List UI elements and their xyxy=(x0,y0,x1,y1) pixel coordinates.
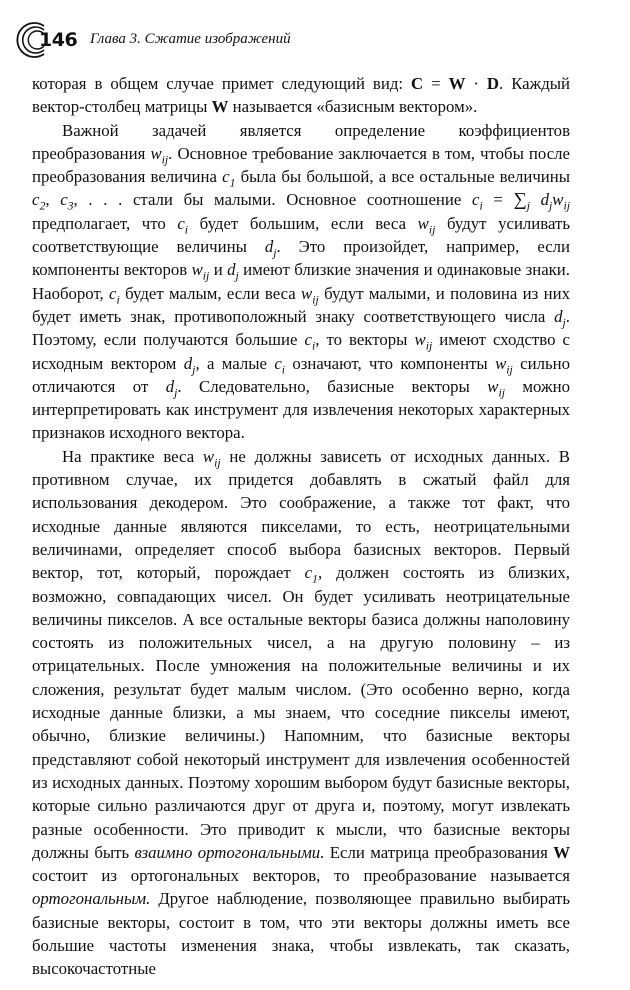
text-run: Важной задачей является определение коэффициентов преобразования xyxy=(32,120,570,163)
math-subscript: ij xyxy=(425,339,433,353)
math-bold-symbol: W xyxy=(553,842,570,862)
math-variable: d xyxy=(183,353,193,373)
math-variable: d xyxy=(540,190,550,210)
math-subscript: j xyxy=(273,246,277,260)
text-run: . Основное требование заключается в том, чтобы после преобразования величина xyxy=(32,143,570,187)
math-variable: c xyxy=(304,330,312,350)
math-variable: w xyxy=(191,260,203,280)
text-run: и xyxy=(209,260,228,280)
math-subscript: ij xyxy=(312,293,319,307)
text-run: , то векторы xyxy=(315,330,415,350)
text-run xyxy=(530,190,541,209)
math-subscript: j xyxy=(235,269,239,283)
paragraph-2 xyxy=(32,119,570,445)
math-variable: w xyxy=(414,330,426,350)
text-run: сильно отличаются от xyxy=(32,353,570,396)
text-run: предполагает, что xyxy=(32,213,178,233)
text-run: называется «базисным вектором». xyxy=(228,97,478,117)
math-variable: c xyxy=(60,190,68,210)
math-bold-symbol: C xyxy=(411,74,424,93)
math-subscript: j xyxy=(549,199,553,213)
paragraph-3 xyxy=(32,445,570,981)
text-run: . Следовательно, базисные векторы xyxy=(177,376,488,396)
text-run: можно интерпретировать как инструмент для извлечения некоторых характерных признаков исходного вектора. xyxy=(32,376,570,443)
text-run: будут усиливать соответствующие величины xyxy=(32,213,570,257)
text-run: , . . . стали бы малыми. Основное соотношение xyxy=(73,190,472,210)
math-subscript: j xyxy=(192,362,196,376)
math-subscript: ij xyxy=(161,153,169,167)
text-run: = xyxy=(482,190,514,210)
math-variable: d xyxy=(227,260,236,280)
text-run: не должны зависеть от исходных данных. В противном случае, их придется добавлять в сжатый файл для использования декодером. Это соображение, а также тот факт, что исходные данные являются пикселами, то есть, неотрицательными величинами, определяет способ выбора базисных векторов. Первый вектор, тот, который, порождает xyxy=(32,446,570,583)
math-variable: c xyxy=(32,190,40,210)
text-run: . Поэтому, если получаются большие xyxy=(32,306,570,350)
math-subscript: i xyxy=(184,223,189,237)
page-header xyxy=(14,20,574,60)
math-bold-symbol: W xyxy=(448,74,466,93)
text-run: На практике веса xyxy=(62,446,203,466)
math-bold-symbol: D xyxy=(486,74,500,93)
math-subscript: 1 xyxy=(312,572,318,586)
math-subscript: j xyxy=(562,316,566,330)
body-text xyxy=(32,72,570,981)
math-subscript: 3 xyxy=(67,199,74,213)
text-run: будет малым, если веса xyxy=(119,283,302,303)
math-variable: c xyxy=(472,190,480,210)
math-subscript: j xyxy=(174,386,178,400)
text-run: имеют сходство с исходным вектором xyxy=(32,330,570,373)
math-sum-symbol: ∑ xyxy=(513,189,527,210)
text-run: , должен состоять из близких, возможно, совпадающих чисел. Он будет усиливать неотрицательные величины пикселов. А все остальные векторы базиса должны наполовину состоять из положительных чисел, а на другую половину – из отрицательных. После умножения на положительные величины и их сложения, результат будет малым числом. (Это особенно верно, когда исходные данные близки, а мы знаем, что соседние пикселы имеют, обычно, близкие величины.) Напомним, что базисные векторы представляют собой некоторый инструмент для извлечения особенностей из исходных данных. Поэтому хорошим выбором будут базисные векторы, которые сильно различаются друг от друга и, поэтому, могут извлекать разные особенности. Это приводит к мысли, что базисные векторы должны быть xyxy=(32,563,570,862)
math-variable: w xyxy=(417,213,429,233)
text-run: была бы большой, а все остальные величины xyxy=(235,167,570,187)
math-subscript: 1 xyxy=(229,176,236,190)
text-run: означают, что компоненты xyxy=(285,353,496,373)
math-subscript: 2 xyxy=(39,199,46,213)
math-variable: w xyxy=(495,353,507,373)
math-subscript: ij xyxy=(563,199,571,213)
math-subscript: ij xyxy=(506,362,513,376)
math-variable: c xyxy=(109,283,117,303)
math-subscript: i xyxy=(116,293,120,307)
math-variable: w xyxy=(150,143,162,163)
paragraph-1 xyxy=(32,72,570,119)
text-run: состоит из ортогональных векторов, то преобразование называется xyxy=(32,866,570,886)
math-variable: w xyxy=(202,446,215,466)
math-variable: c xyxy=(304,563,313,583)
math-variable: d xyxy=(165,376,175,396)
math-variable: c xyxy=(222,167,230,187)
math-subscript: j xyxy=(526,199,530,213)
math-variable: w xyxy=(301,283,313,303)
math-subscript: ij xyxy=(214,456,221,470)
math-variable: c xyxy=(177,213,185,233)
math-variable: w xyxy=(552,190,564,210)
math-variable: d xyxy=(554,306,563,326)
text-run: Если матрица преобразования xyxy=(324,842,554,862)
emphasis-text: взаимно ортогональными. xyxy=(134,842,325,862)
math-variable: c xyxy=(274,353,282,373)
math-bold-symbol: W xyxy=(211,97,229,117)
math-subscript: ij xyxy=(202,269,210,283)
math-subscript: i xyxy=(281,362,286,376)
math-subscript: ij xyxy=(498,386,505,400)
text-run: , а малые xyxy=(195,353,275,373)
text-run: которая в общем случае примет следующий вид: xyxy=(32,74,412,93)
emphasis-text: ортогональным. xyxy=(32,889,151,909)
text-run: · xyxy=(465,74,487,93)
text-run: Другое наблюдение, позволяющее правильно выбирать базисные векторы, состоит в том, что эти векторы должны иметь все большие частоты изменения знака, чтобы извлекать, так сказать, высокочастотные xyxy=(32,889,570,979)
text-run: = xyxy=(423,74,449,93)
text-run: . Каждый вектор-столбец матрицы xyxy=(32,74,570,117)
text-run: , xyxy=(45,190,61,210)
text-run: будет большим, если веса xyxy=(188,213,418,233)
text-run: имеют близкие значения и одинаковые знаки. Наоборот, xyxy=(32,260,570,303)
math-subscript: i xyxy=(311,339,316,353)
text-run: . Это произойдет, например, если компоненты векторов xyxy=(32,237,570,280)
math-variable: w xyxy=(487,376,499,396)
math-subscript: i xyxy=(479,199,483,213)
text-run: будут малыми, и половина из них будет иметь знак, противоположный знаку соответствующего числа xyxy=(32,283,570,326)
running-title: Глава 3. Сжатие изображений xyxy=(90,31,291,47)
math-variable: d xyxy=(264,237,274,257)
math-subscript: ij xyxy=(428,223,436,237)
page-number: 146 xyxy=(39,29,78,51)
